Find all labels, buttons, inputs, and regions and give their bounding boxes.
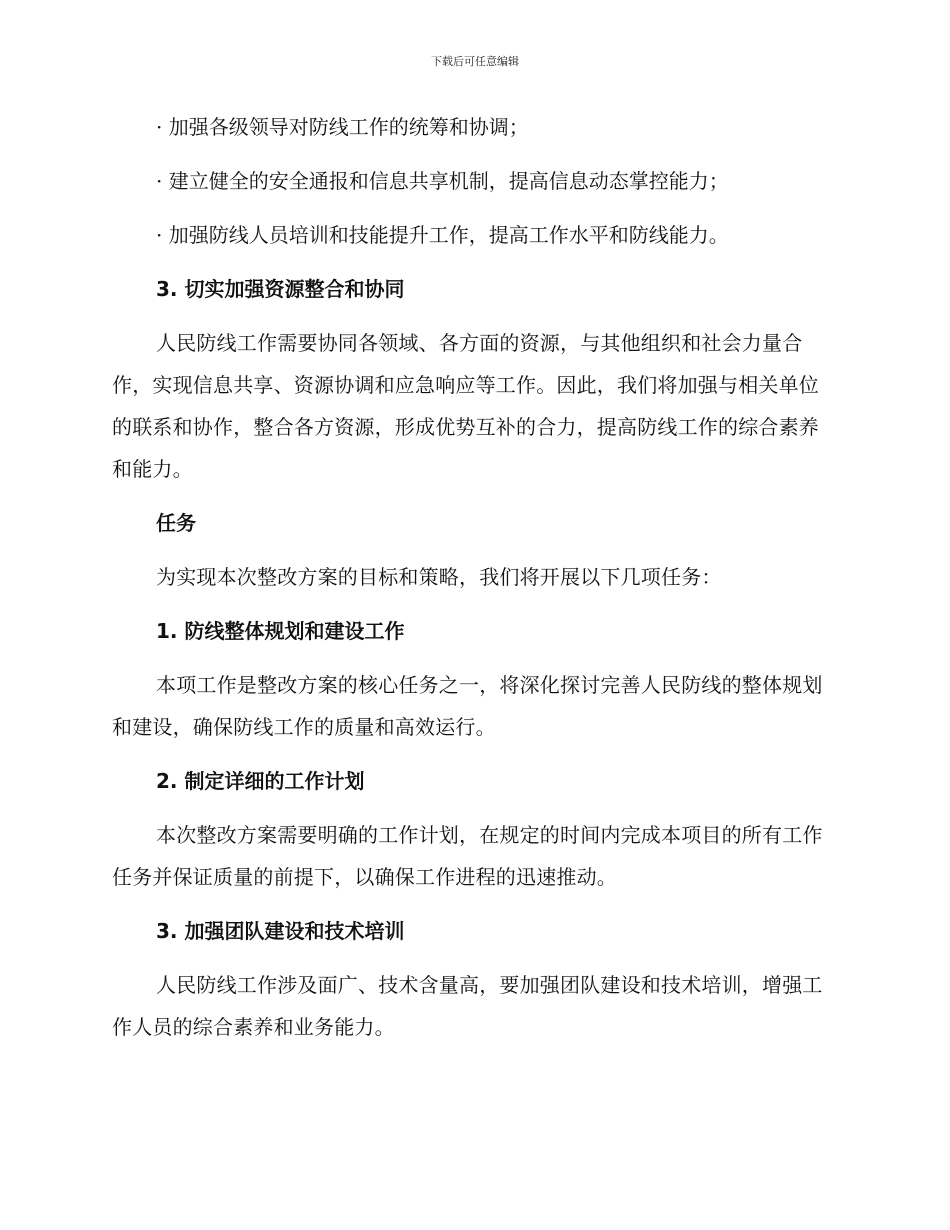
bullet-item: · 加强各级领导对防线工作的统筹和协调； bbox=[156, 115, 529, 139]
section-heading: 任务 bbox=[156, 511, 196, 535]
body-paragraph: 本次整改方案需要明确的工作计划，在规定的时间内完成本项目的所有工作任务并保证质量的前提下，以确保工作进程的迅速推动。 bbox=[112, 823, 823, 889]
page-header: 下载后可任意编辑 bbox=[431, 55, 519, 68]
section-heading: 3. 切实加强资源整合和协同 bbox=[156, 277, 405, 301]
body-paragraph: 本项工作是整改方案的核心任务之一，将深化探讨完善人民防线的整体规划和建设，确保防线工作的质量和高效运行。 bbox=[112, 673, 823, 739]
body-paragraph: 人民防线工作需要协同各领域、各方面的资源，与其他组织和社会力量合作，实现信息共享、资源协调和应急响应等工作。因此，我们将加强与相关单位的联系和协作，整合各方资源，形成优势互补的合力，提高防线工作的综合素养和能力。 bbox=[112, 331, 819, 481]
section-heading: 2. 制定详细的工作计划 bbox=[156, 769, 365, 793]
document-body bbox=[112, 111, 832, 1065]
section-heading: 1. 防线整体规划和建设工作 bbox=[156, 619, 405, 643]
body-paragraph: 人民防线工作涉及面广、技术含量高，要加强团队建设和技术培训，增强工作人员的综合素养和业务能力。 bbox=[112, 973, 823, 1039]
bullet-item: · 建立健全的安全通报和信息共享机制，提高信息动态掌控能力； bbox=[156, 169, 729, 193]
body-paragraph: 为实现本次整改方案的目标和策略，我们将开展以下几项任务： bbox=[156, 565, 722, 589]
section-heading: 3. 加强团队建设和技术培训 bbox=[156, 919, 405, 943]
bullet-item: · 加强防线人员培训和技能提升工作，提高工作水平和防线能力。 bbox=[156, 223, 729, 247]
